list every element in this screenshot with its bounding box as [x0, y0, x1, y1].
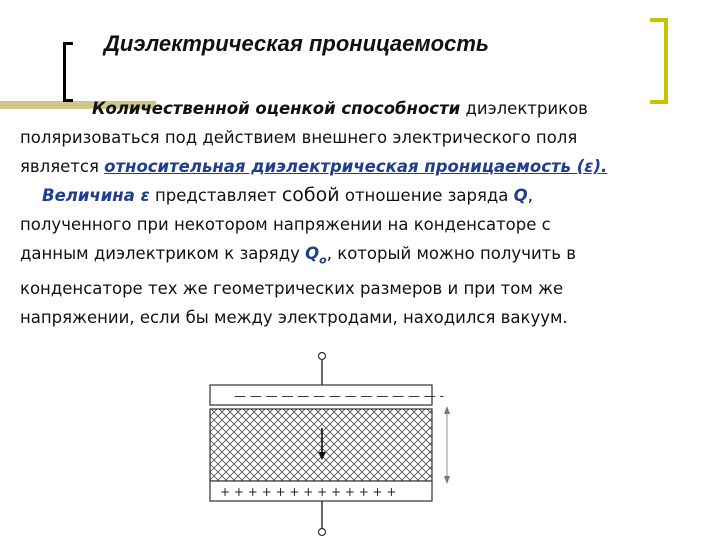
permittivity-term: относительная диэлектрическая проницаемость (ε).	[104, 157, 608, 176]
slide-title: Диэлектрическая проницаемость	[104, 31, 489, 56]
paragraph-2-line-4: конденсаторе тех же геометрических размеров и при том же	[20, 279, 564, 299]
paragraph-2-part-2: собой	[281, 184, 340, 206]
paragraph-2-line-1	[20, 181, 710, 210]
paragraph-2-line-3-start: данным диэлектриком к заряду	[20, 244, 306, 263]
paragraph-1-line-3-start: является	[20, 157, 105, 176]
bottom-plate-charges: + + + + + + + + + + + + +	[220, 485, 397, 499]
dimension-arrow-top	[444, 406, 450, 414]
right-bracket-decoration	[650, 18, 668, 104]
paragraph-2-line-3	[20, 239, 710, 274]
paragraph-2-line-3-end: , который можно получить в	[326, 244, 576, 263]
paragraph-1-lead: Количественной оценкой способности	[92, 99, 461, 118]
paragraph-2-part-4: ,	[527, 186, 533, 205]
paragraph-2-lead: Величина ε	[42, 186, 150, 205]
paragraph-1-line-3	[20, 152, 710, 181]
left-bracket-decoration	[63, 42, 73, 102]
paragraph-2-line-2: полученного при некотором напряжении на конденсаторе с	[20, 215, 551, 234]
paragraph-1-line-1	[20, 94, 710, 123]
top-plate-charges: — — — — — — — — — — — — — -	[234, 389, 444, 403]
charge-q0	[305, 244, 327, 267]
dielectric-layer	[210, 409, 432, 481]
capacitor-diagram	[190, 348, 490, 540]
charge-q: Q	[513, 186, 528, 205]
charge-q0-subscript: o	[319, 253, 327, 267]
paragraph-2-part-3: отношение заряда	[339, 186, 514, 205]
dimension-arrow-bottom	[444, 476, 450, 484]
bottom-terminal	[319, 529, 326, 536]
body-text	[20, 94, 710, 332]
paragraph-1-line-2: поляризоваться под действием внешнего электрического поля	[20, 128, 578, 147]
charge-q0-letter: Q	[305, 244, 320, 263]
paragraph-1-rest: диэлектриков	[460, 99, 588, 118]
top-terminal	[319, 353, 326, 360]
paragraph-2-line-5: напряжении, если бы между электродами, находился вакуум.	[20, 308, 568, 328]
paragraph-2-part-1: представляет	[149, 186, 282, 205]
